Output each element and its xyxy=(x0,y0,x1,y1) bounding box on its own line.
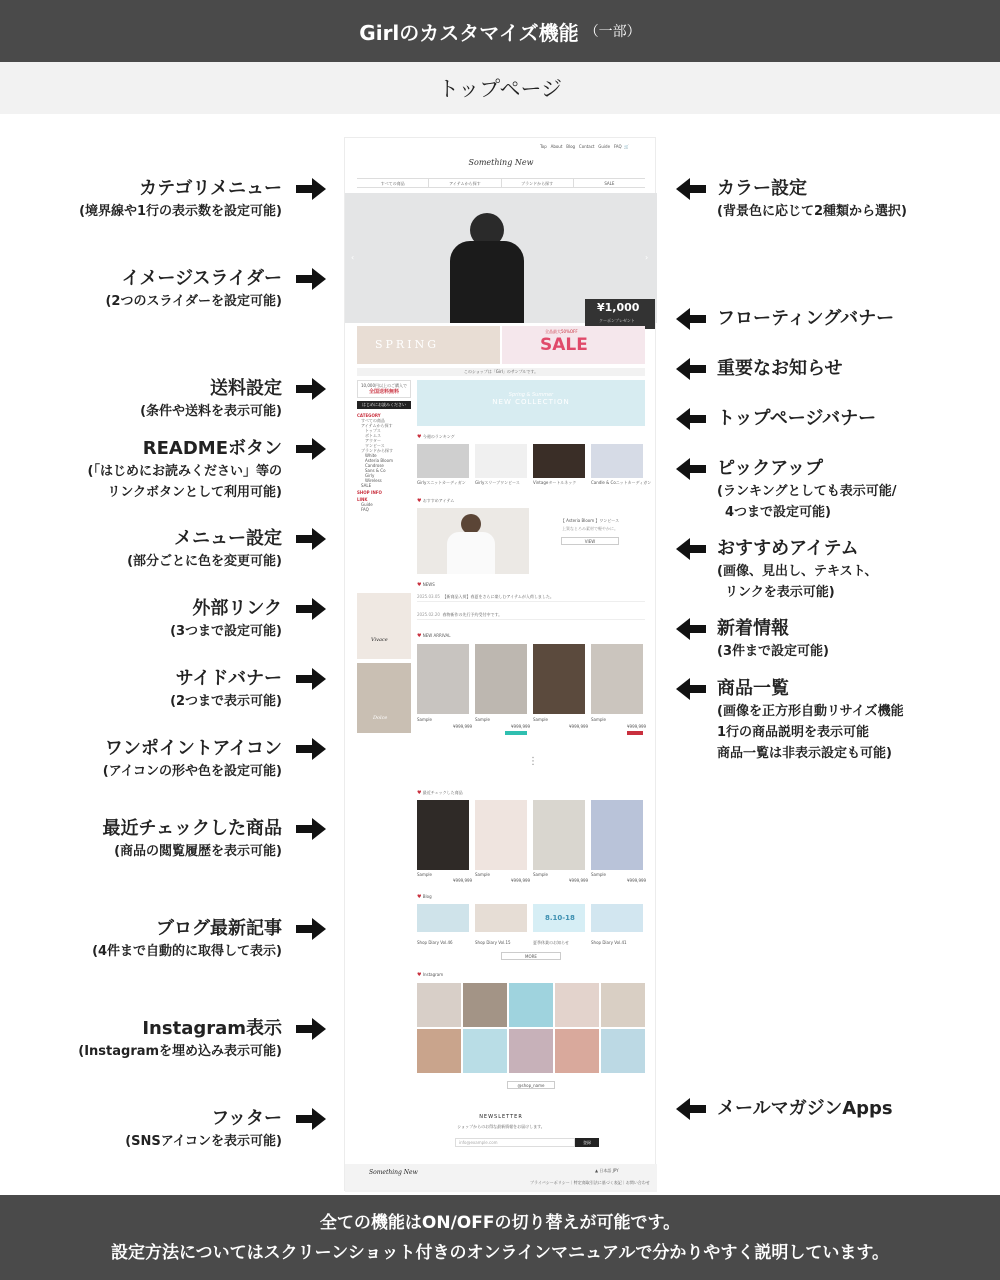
top-page-banner[interactable] xyxy=(417,380,645,426)
label-title: トップページバナー xyxy=(717,408,877,429)
recommend-model-head xyxy=(461,514,481,534)
footer-logo[interactable]: Something New xyxy=(369,1169,418,1176)
label-external-link xyxy=(170,597,282,642)
product-name[interactable]: Sample xyxy=(475,717,490,722)
label-sub: (3つまで設定可能) xyxy=(170,624,282,639)
image-slider[interactable] xyxy=(345,193,657,323)
top-nav xyxy=(540,144,629,149)
ranking-title: 今週のランキング xyxy=(422,434,455,439)
pickup-name[interactable]: Girlyスニットカーディガン xyxy=(417,480,466,485)
label-sub: 商品一覧は非表示設定も可能) xyxy=(717,746,892,761)
label-title: ワンポイントアイコン xyxy=(104,738,282,759)
recent-item-name[interactable]: Sample xyxy=(591,872,606,877)
label-news xyxy=(717,617,829,662)
shipping-free: 全国送料無料 xyxy=(368,389,399,395)
cart-icon[interactable]: 🛒 xyxy=(624,144,630,149)
blog-image[interactable] xyxy=(533,904,585,932)
pickup-name[interactable]: Girlyスリーブワンピース xyxy=(475,480,520,485)
side-menu-item[interactable]: SALE xyxy=(361,483,372,488)
section-title xyxy=(0,62,1000,114)
label-sub: (境界線や1行の表示数を設定可能) xyxy=(79,204,282,219)
sns-icon[interactable]: ▲ xyxy=(595,1168,599,1173)
product-image[interactable] xyxy=(417,644,469,714)
category-item[interactable]: アイテムから探す xyxy=(429,179,501,187)
nav-link[interactable]: Top xyxy=(540,144,547,149)
instagram-photo[interactable] xyxy=(601,1029,645,1073)
floating-banner-note: クーポンプレゼント xyxy=(599,318,635,323)
pickup-image[interactable] xyxy=(591,444,643,478)
label-footer xyxy=(125,1107,282,1152)
arrow-right-icon xyxy=(296,528,326,550)
heart-icon: ♥ xyxy=(417,633,422,639)
label-pickup xyxy=(717,457,897,523)
instagram-title: Instagram xyxy=(422,972,444,977)
label-title: サイドバナー xyxy=(175,668,282,689)
blog-item-title[interactable]: Shop Diary Vol.15 xyxy=(475,940,511,945)
arrow-right-icon xyxy=(296,668,326,690)
blog-image[interactable] xyxy=(417,904,469,932)
product-price: ¥999,999 xyxy=(569,724,589,729)
recent-item-name[interactable]: Sample xyxy=(417,872,432,877)
label-sub: (2つまで表示可能) xyxy=(170,694,282,709)
view-button[interactable]: VIEW xyxy=(561,537,619,545)
newsletter-email-input[interactable]: info@example.com xyxy=(455,1138,575,1147)
top-banner-text2: NEW COLLECTION xyxy=(492,398,570,406)
news-list xyxy=(417,592,645,620)
blog-heading xyxy=(417,894,432,900)
label-sub: (4件まで自動的に取得して表示) xyxy=(92,944,282,959)
recommend-info xyxy=(535,518,645,545)
recent-item-name[interactable]: Sample xyxy=(475,872,490,877)
recent-item-image[interactable] xyxy=(533,800,585,870)
side-menu-item[interactable]: ワンピース xyxy=(365,443,385,448)
heart-icon: ♥ xyxy=(417,582,422,588)
new-arrival-heading xyxy=(417,633,450,639)
arrow-right-icon xyxy=(296,178,326,200)
side-menu-item[interactable]: ボトムス xyxy=(365,433,381,438)
side-menu-item[interactable]: FAQ xyxy=(361,507,369,512)
newsletter-submit-button[interactable]: 登録 xyxy=(575,1138,599,1147)
spring-banner[interactable] xyxy=(357,326,500,364)
blog-item-title[interactable]: 夏季休業のお知らせ xyxy=(533,940,569,945)
label-title: READMEボタン xyxy=(142,438,282,459)
label-image-slider xyxy=(105,267,282,312)
sale-banner[interactable] xyxy=(502,326,645,364)
one-point-icon xyxy=(627,731,643,735)
currency-select[interactable]: JPY xyxy=(612,1168,619,1173)
news-date: 2025.03.05 xyxy=(417,594,440,599)
news-title: NEWS xyxy=(422,582,435,587)
newsletter-desc: ショップからのお得な最新情報をお届けします。 xyxy=(457,1124,545,1129)
label-sub: (画像を正方形自動リサイズ機能 xyxy=(717,704,904,719)
recent-item-image[interactable] xyxy=(591,800,643,870)
spring-banner-text: SPRING xyxy=(375,338,439,351)
top-banner-text: Spring & Summer xyxy=(508,392,554,398)
news-heading xyxy=(417,582,435,588)
product-name[interactable]: Sample xyxy=(591,717,606,722)
recommend-name: 【 Asteria Bloom 】ワンピース xyxy=(560,518,620,523)
label-title: ピックアップ xyxy=(717,458,824,479)
label-color-settings xyxy=(717,177,907,222)
label-sub: (Instagramを埋め込み表示可能) xyxy=(78,1044,282,1059)
floating-banner-amount: ¥1,000 xyxy=(597,301,640,314)
side-menu-item[interactable]: Girly xyxy=(365,473,375,478)
shipping-box xyxy=(357,380,411,398)
label-recent-items xyxy=(103,817,282,862)
label-sub: リンクを表示可能) xyxy=(725,585,835,600)
header-banner xyxy=(0,0,1000,62)
side-menu-item[interactable]: Asteria Bloom xyxy=(365,458,393,463)
arrow-right-icon xyxy=(296,378,326,400)
recent-items xyxy=(417,800,645,884)
side-menu-heading: CATEGORY xyxy=(357,413,381,418)
arrow-right-icon xyxy=(296,918,326,940)
side-menu-item[interactable]: Candrose xyxy=(365,463,384,468)
product-name[interactable]: Sample xyxy=(533,717,548,722)
more-dots-icon: ⋮ xyxy=(528,756,538,767)
recommend-image[interactable] xyxy=(417,508,529,574)
pickup-list xyxy=(417,444,652,488)
arrow-left-icon xyxy=(676,408,706,430)
label-menu-settings xyxy=(127,527,282,572)
arrow-left-icon xyxy=(676,678,706,700)
blog-banner-text: 8.10-18 xyxy=(545,914,575,922)
blog-title: Blog xyxy=(422,894,432,899)
recent-item-image[interactable] xyxy=(417,800,469,870)
label-title: ブログ最新記事 xyxy=(156,918,282,939)
pickup-image[interactable] xyxy=(417,444,469,478)
label-blog xyxy=(92,917,282,962)
label-sub: (商品の閲覧履歴を表示可能) xyxy=(114,844,282,859)
recent-heading xyxy=(417,790,463,796)
important-notice[interactable]: このショップは「Girl」のサンプルです。 xyxy=(357,368,645,376)
product-image[interactable] xyxy=(533,644,585,714)
side-menu-heading: SHOP INFO xyxy=(357,490,382,495)
header-subtitle: （一部） xyxy=(584,24,641,40)
product-price: ¥999,999 xyxy=(511,724,531,729)
label-title: メニュー設定 xyxy=(174,528,282,549)
category-item[interactable]: ブランドから探す xyxy=(502,179,574,187)
instagram-photo[interactable] xyxy=(555,983,599,1027)
label-sub: (部分ごとに色を変更可能) xyxy=(127,554,282,569)
label-sub: (3件まで設定可能) xyxy=(717,644,829,659)
blog-item-title[interactable]: Shop Diary Vol.46 xyxy=(417,940,453,945)
slider-next-icon[interactable]: › xyxy=(645,253,649,262)
side-menu-item[interactable]: アウター xyxy=(365,438,381,443)
label-title: イメージスライダー xyxy=(121,268,282,289)
news-text: 春物新作の先行予約受付中です。 xyxy=(442,612,503,617)
arrow-left-icon xyxy=(676,618,706,640)
instagram-follow-button[interactable]: @shop_name xyxy=(507,1081,555,1089)
pickup-image[interactable] xyxy=(475,444,527,478)
pickup-name[interactable]: Vintageタートルネック xyxy=(533,480,577,485)
blog-image[interactable] xyxy=(591,904,643,932)
side-banner-1[interactable] xyxy=(357,593,411,659)
bottom-banner xyxy=(0,1195,1000,1280)
label-sub: リンクボタンとして利用可能) xyxy=(107,485,282,500)
product-name[interactable]: Sample xyxy=(417,717,432,722)
side-menu-item[interactable]: Sans & Co xyxy=(365,468,386,473)
heart-icon: ♥ xyxy=(417,790,422,796)
arrow-right-icon xyxy=(296,268,326,290)
news-item[interactable] xyxy=(417,610,645,620)
side-banner-2[interactable] xyxy=(357,663,411,733)
floating-banner[interactable] xyxy=(585,299,655,329)
label-sub: (背景色に応じて2種類から選択) xyxy=(717,204,907,219)
footer-selectors xyxy=(595,1168,619,1173)
side-menu-item[interactable]: Guide xyxy=(361,502,373,507)
side-menu-heading: LINK xyxy=(357,497,368,502)
label-top-banner xyxy=(717,407,876,431)
category-menu xyxy=(357,178,645,188)
arrow-right-icon xyxy=(296,438,326,460)
side-menu-item[interactable]: ブランドから探す xyxy=(361,448,393,453)
label-instagram xyxy=(78,1017,282,1062)
sale-banner-text: SALE xyxy=(540,335,588,355)
banner-row xyxy=(357,326,645,364)
label-title: メールマガジンApps xyxy=(717,1098,893,1119)
news-item[interactable] xyxy=(417,592,645,602)
blog-list xyxy=(417,904,645,962)
label-sub: (ランキングとしても表示可能/ xyxy=(717,484,897,499)
instagram-photo[interactable] xyxy=(463,983,507,1027)
label-category-menu xyxy=(79,177,282,222)
news-date: 2025.02.20 xyxy=(417,612,440,617)
label-shipping xyxy=(140,377,282,422)
label-recommend xyxy=(717,537,878,603)
label-title: 外部リンク xyxy=(192,598,282,619)
category-item[interactable]: SALE xyxy=(604,181,615,186)
label-newsletter xyxy=(717,1097,893,1121)
instagram-heading xyxy=(417,972,443,978)
label-title: フッター xyxy=(211,1108,282,1129)
side-menu-item[interactable]: アイテムから探す xyxy=(361,423,393,428)
instagram-photo[interactable] xyxy=(555,1029,599,1073)
site-footer xyxy=(345,1164,657,1192)
recommend-title: おすすめアイテム xyxy=(422,498,455,503)
side-banner-2-text: Dolce xyxy=(373,715,388,721)
blog-more-button[interactable]: MORE xyxy=(501,952,561,960)
label-side-banner xyxy=(170,667,282,712)
label-title: 送料設定 xyxy=(210,378,282,399)
recent-item-image[interactable] xyxy=(475,800,527,870)
recent-item-price: ¥999,999 xyxy=(627,878,647,883)
instagram-photo[interactable] xyxy=(601,983,645,1027)
readme-button[interactable]: はじめにお読みください xyxy=(357,401,411,409)
bottom-line-2: 設定方法についてはスクリーンショット付きのオンラインマニュアルで分かりやすく説明しています。 xyxy=(110,1242,889,1263)
recommend-model-body xyxy=(447,532,495,574)
footer-links[interactable]: プライバシーポリシー｜特定商取引法に基づく表記｜お問い合わせ xyxy=(530,1180,650,1185)
section-title-text: トップページ xyxy=(437,77,563,101)
heart-icon: ♥ xyxy=(417,972,422,978)
label-title: カラー設定 xyxy=(717,178,807,199)
instagram-photo[interactable] xyxy=(509,983,553,1027)
one-point-icon xyxy=(505,731,527,735)
slider-prev-icon[interactable]: ‹ xyxy=(351,253,355,262)
recent-title: 最近チェックした商品 xyxy=(422,790,463,795)
side-menu xyxy=(357,413,411,512)
label-title: カテゴリメニュー xyxy=(139,178,282,199)
bottom-line-1: 全ての機能はON/OFFの切り替えが可能です。 xyxy=(319,1212,681,1233)
arrow-left-icon xyxy=(676,538,706,560)
newsletter-title: NEWSLETTER xyxy=(479,1114,523,1120)
recommend-heading xyxy=(417,498,454,504)
language-select[interactable]: 日本語 xyxy=(599,1168,612,1173)
nav-link[interactable]: About xyxy=(550,144,563,149)
sidebar xyxy=(357,380,411,512)
label-sub: 4つまで設定可能) xyxy=(725,505,831,520)
label-title: 商品一覧 xyxy=(717,678,789,699)
arrow-right-icon xyxy=(296,818,326,840)
side-menu-item[interactable]: White xyxy=(365,453,377,458)
recent-item-name[interactable]: Sample xyxy=(533,872,548,877)
model-body xyxy=(450,241,524,323)
label-title: フローティングバナー xyxy=(717,308,895,329)
blog-item-title[interactable]: Shop Diary Vol.41 xyxy=(591,940,627,945)
heart-icon: ♥ xyxy=(417,894,422,900)
label-sub: 1行の商品説明を表示可能 xyxy=(717,725,870,740)
recent-item-price: ¥999,999 xyxy=(569,878,589,883)
instagram-photo[interactable] xyxy=(417,983,461,1027)
side-menu-item[interactable]: Wireless xyxy=(365,478,382,483)
product-price: ¥999,999 xyxy=(627,724,647,729)
label-sub: (条件や送料を表示可能) xyxy=(140,404,282,419)
category-item[interactable]: すべての商品 xyxy=(357,179,429,187)
instagram-grid xyxy=(417,983,645,1075)
arrow-right-icon xyxy=(296,598,326,620)
product-image[interactable] xyxy=(475,644,527,714)
label-sub: (アイコンの形や色を設定可能) xyxy=(102,764,282,779)
blog-image[interactable] xyxy=(475,904,527,932)
arrow-left-icon xyxy=(676,358,706,380)
recommend-desc: 上質なとろみ素材で軽やかに。 xyxy=(562,526,618,531)
label-important-notice xyxy=(717,357,842,381)
label-product-list xyxy=(717,677,904,764)
product-price: ¥999,999 xyxy=(453,724,473,729)
shipping-text: 10,000円以上のご購入で xyxy=(361,383,407,388)
label-floating-banner xyxy=(717,307,894,331)
recent-item-price: ¥999,999 xyxy=(453,878,473,883)
sale-banner-sub: 全品最大50%OFF xyxy=(545,329,578,334)
label-title: おすすめアイテム xyxy=(717,538,859,559)
side-menu-item[interactable]: すべての商品 xyxy=(361,418,385,423)
heart-icon: ♥ xyxy=(417,434,422,440)
site-preview xyxy=(344,137,656,1191)
label-one-point-icon xyxy=(103,737,282,782)
arrow-right-icon xyxy=(296,738,326,760)
nav-link[interactable]: Contact xyxy=(578,144,595,149)
label-sub: (画像、見出し、テキスト、 xyxy=(717,564,878,579)
nav-link[interactable]: Blog xyxy=(566,144,576,149)
ranking-heading xyxy=(417,434,455,440)
label-readme xyxy=(88,437,282,503)
arrow-left-icon xyxy=(676,308,706,330)
instagram-photo[interactable] xyxy=(417,1029,461,1073)
arrow-left-icon xyxy=(676,178,706,200)
side-banner-1-text: Vivace xyxy=(371,637,388,643)
arrow-left-icon xyxy=(676,1098,706,1120)
site-logo[interactable]: Something New xyxy=(468,158,534,167)
product-list xyxy=(417,644,645,736)
news-text: 【新商品入荷】春夏をさらに楽しむアイテムが入荷しました。 xyxy=(442,594,554,599)
label-title: 新着情報 xyxy=(717,618,789,639)
recent-item-price: ¥999,999 xyxy=(511,878,531,883)
label-sub: (2つのスライダーを設定可能) xyxy=(105,294,282,309)
pickup-name[interactable]: Candle & Coニットカーディガン xyxy=(591,480,652,485)
arrow-left-icon xyxy=(676,458,706,480)
nav-link[interactable]: Guide xyxy=(598,144,611,149)
heart-icon: ♥ xyxy=(417,498,422,504)
label-sub: (SNSアイコンを表示可能) xyxy=(125,1134,282,1149)
side-menu-item[interactable]: トップス xyxy=(365,428,381,433)
pickup-image[interactable] xyxy=(533,444,585,478)
label-title: Instagram表示 xyxy=(142,1018,282,1039)
label-title: 最近チェックした商品 xyxy=(102,818,282,839)
label-sub: (「はじめにお読みください」等の xyxy=(87,464,282,479)
new-arrival-title: NEW ARRIVAL xyxy=(422,633,451,638)
instagram-photo[interactable] xyxy=(509,1029,553,1073)
header-title: Girlのカスタマイズ機能 xyxy=(359,20,579,45)
arrow-right-icon xyxy=(296,1018,326,1040)
product-image[interactable] xyxy=(591,644,643,714)
instagram-photo[interactable] xyxy=(463,1029,507,1073)
label-title: 重要なお知らせ xyxy=(717,358,843,379)
nav-link[interactable]: FAQ xyxy=(613,144,622,149)
arrow-right-icon xyxy=(296,1108,326,1130)
